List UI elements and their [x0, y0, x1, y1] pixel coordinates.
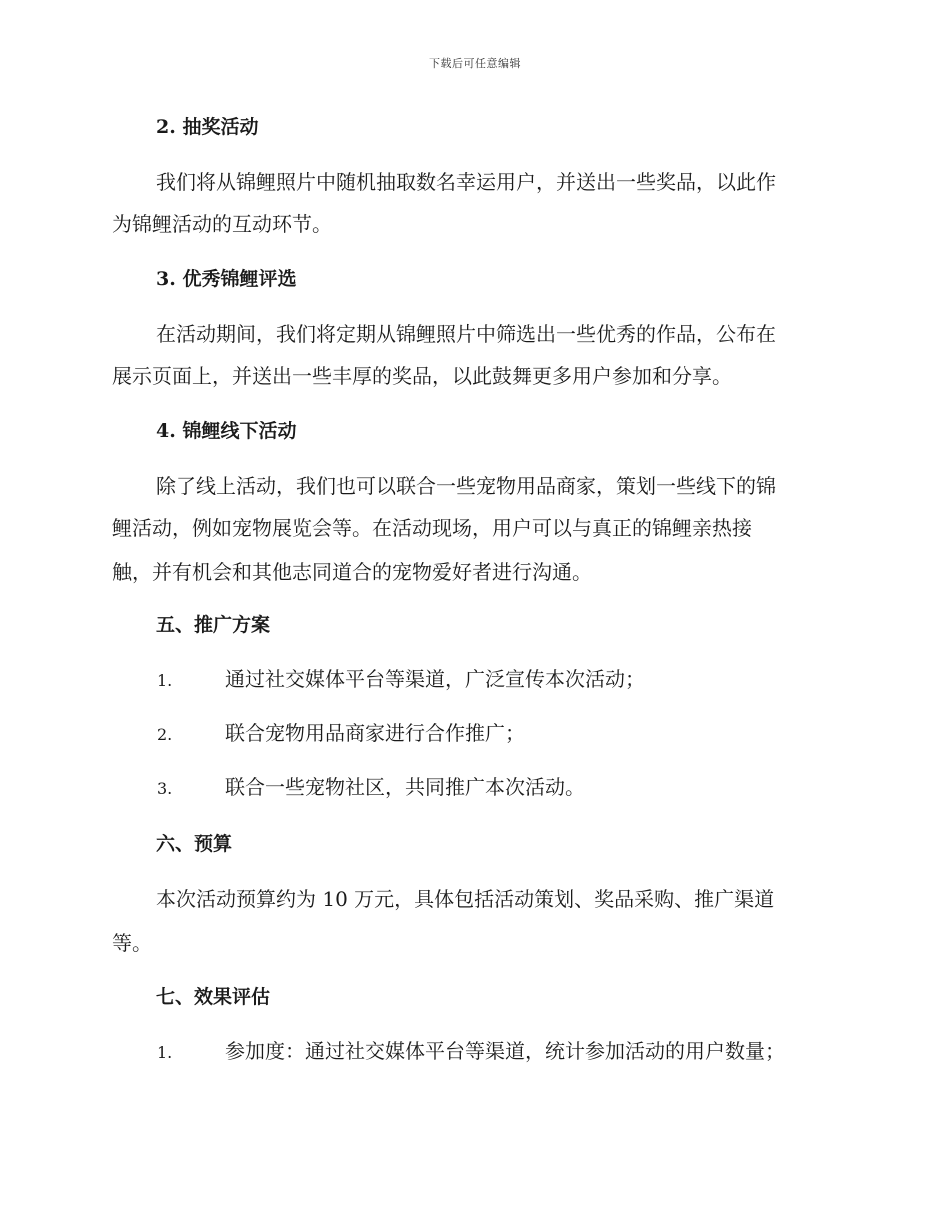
- list-item-text: 联合一些宠物社区，共同推广本次活动。: [225, 775, 585, 799]
- list-item-number: 2.: [157, 725, 173, 744]
- list-item-text: 参加度：通过社交媒体平台等渠道，统计参加活动的用户数量；: [225, 1039, 785, 1063]
- section-heading-evaluation: 七、效果评估: [156, 986, 271, 1008]
- list-item-number: 1.: [157, 1043, 173, 1062]
- page-header: 下载后可任意编辑: [429, 57, 521, 70]
- section-heading-budget: 六、预算: [156, 833, 233, 855]
- list-item-text: 联合宠物用品商家进行合作推广；: [225, 721, 525, 745]
- list-item-text: 通过社交媒体平台等渠道，广泛宣传本次活动；: [225, 667, 645, 691]
- list-item-number: 3.: [157, 779, 173, 798]
- paragraph-line: 鲤活动，例如宠物展览会等。在活动现场，用户可以与真正的锦鲤亲热接: [112, 516, 752, 540]
- paragraph-line: 等。: [112, 931, 152, 955]
- section-heading-offline: 4. 锦鲤线下活动: [156, 420, 297, 442]
- paragraph-line: 本次活动预算约为 10 万元，具体包括活动策划、奖品采购、推广渠道: [156, 887, 775, 911]
- section-heading-promotion: 五、推广方案: [156, 614, 271, 636]
- paragraph-line: 为锦鲤活动的互动环节。: [112, 212, 332, 236]
- section-heading-selection: 3. 优秀锦鲤评选: [156, 268, 297, 290]
- list-item-number: 1.: [157, 671, 173, 690]
- paragraph-line: 在活动期间，我们将定期从锦鲤照片中筛选出一些优秀的作品，公布在: [156, 322, 776, 346]
- paragraph-line: 触，并有机会和其他志同道合的宠物爱好者进行沟通。: [112, 560, 592, 584]
- section-heading-lottery: 2. 抽奖活动: [156, 116, 259, 138]
- paragraph-line: 除了线上活动，我们也可以联合一些宠物用品商家，策划一些线下的锦: [156, 474, 776, 498]
- paragraph-line: 我们将从锦鲤照片中随机抽取数名幸运用户，并送出一些奖品，以此作: [156, 170, 776, 194]
- paragraph-line: 展示页面上，并送出一些丰厚的奖品，以此鼓舞更多用户参加和分享。: [112, 364, 732, 388]
